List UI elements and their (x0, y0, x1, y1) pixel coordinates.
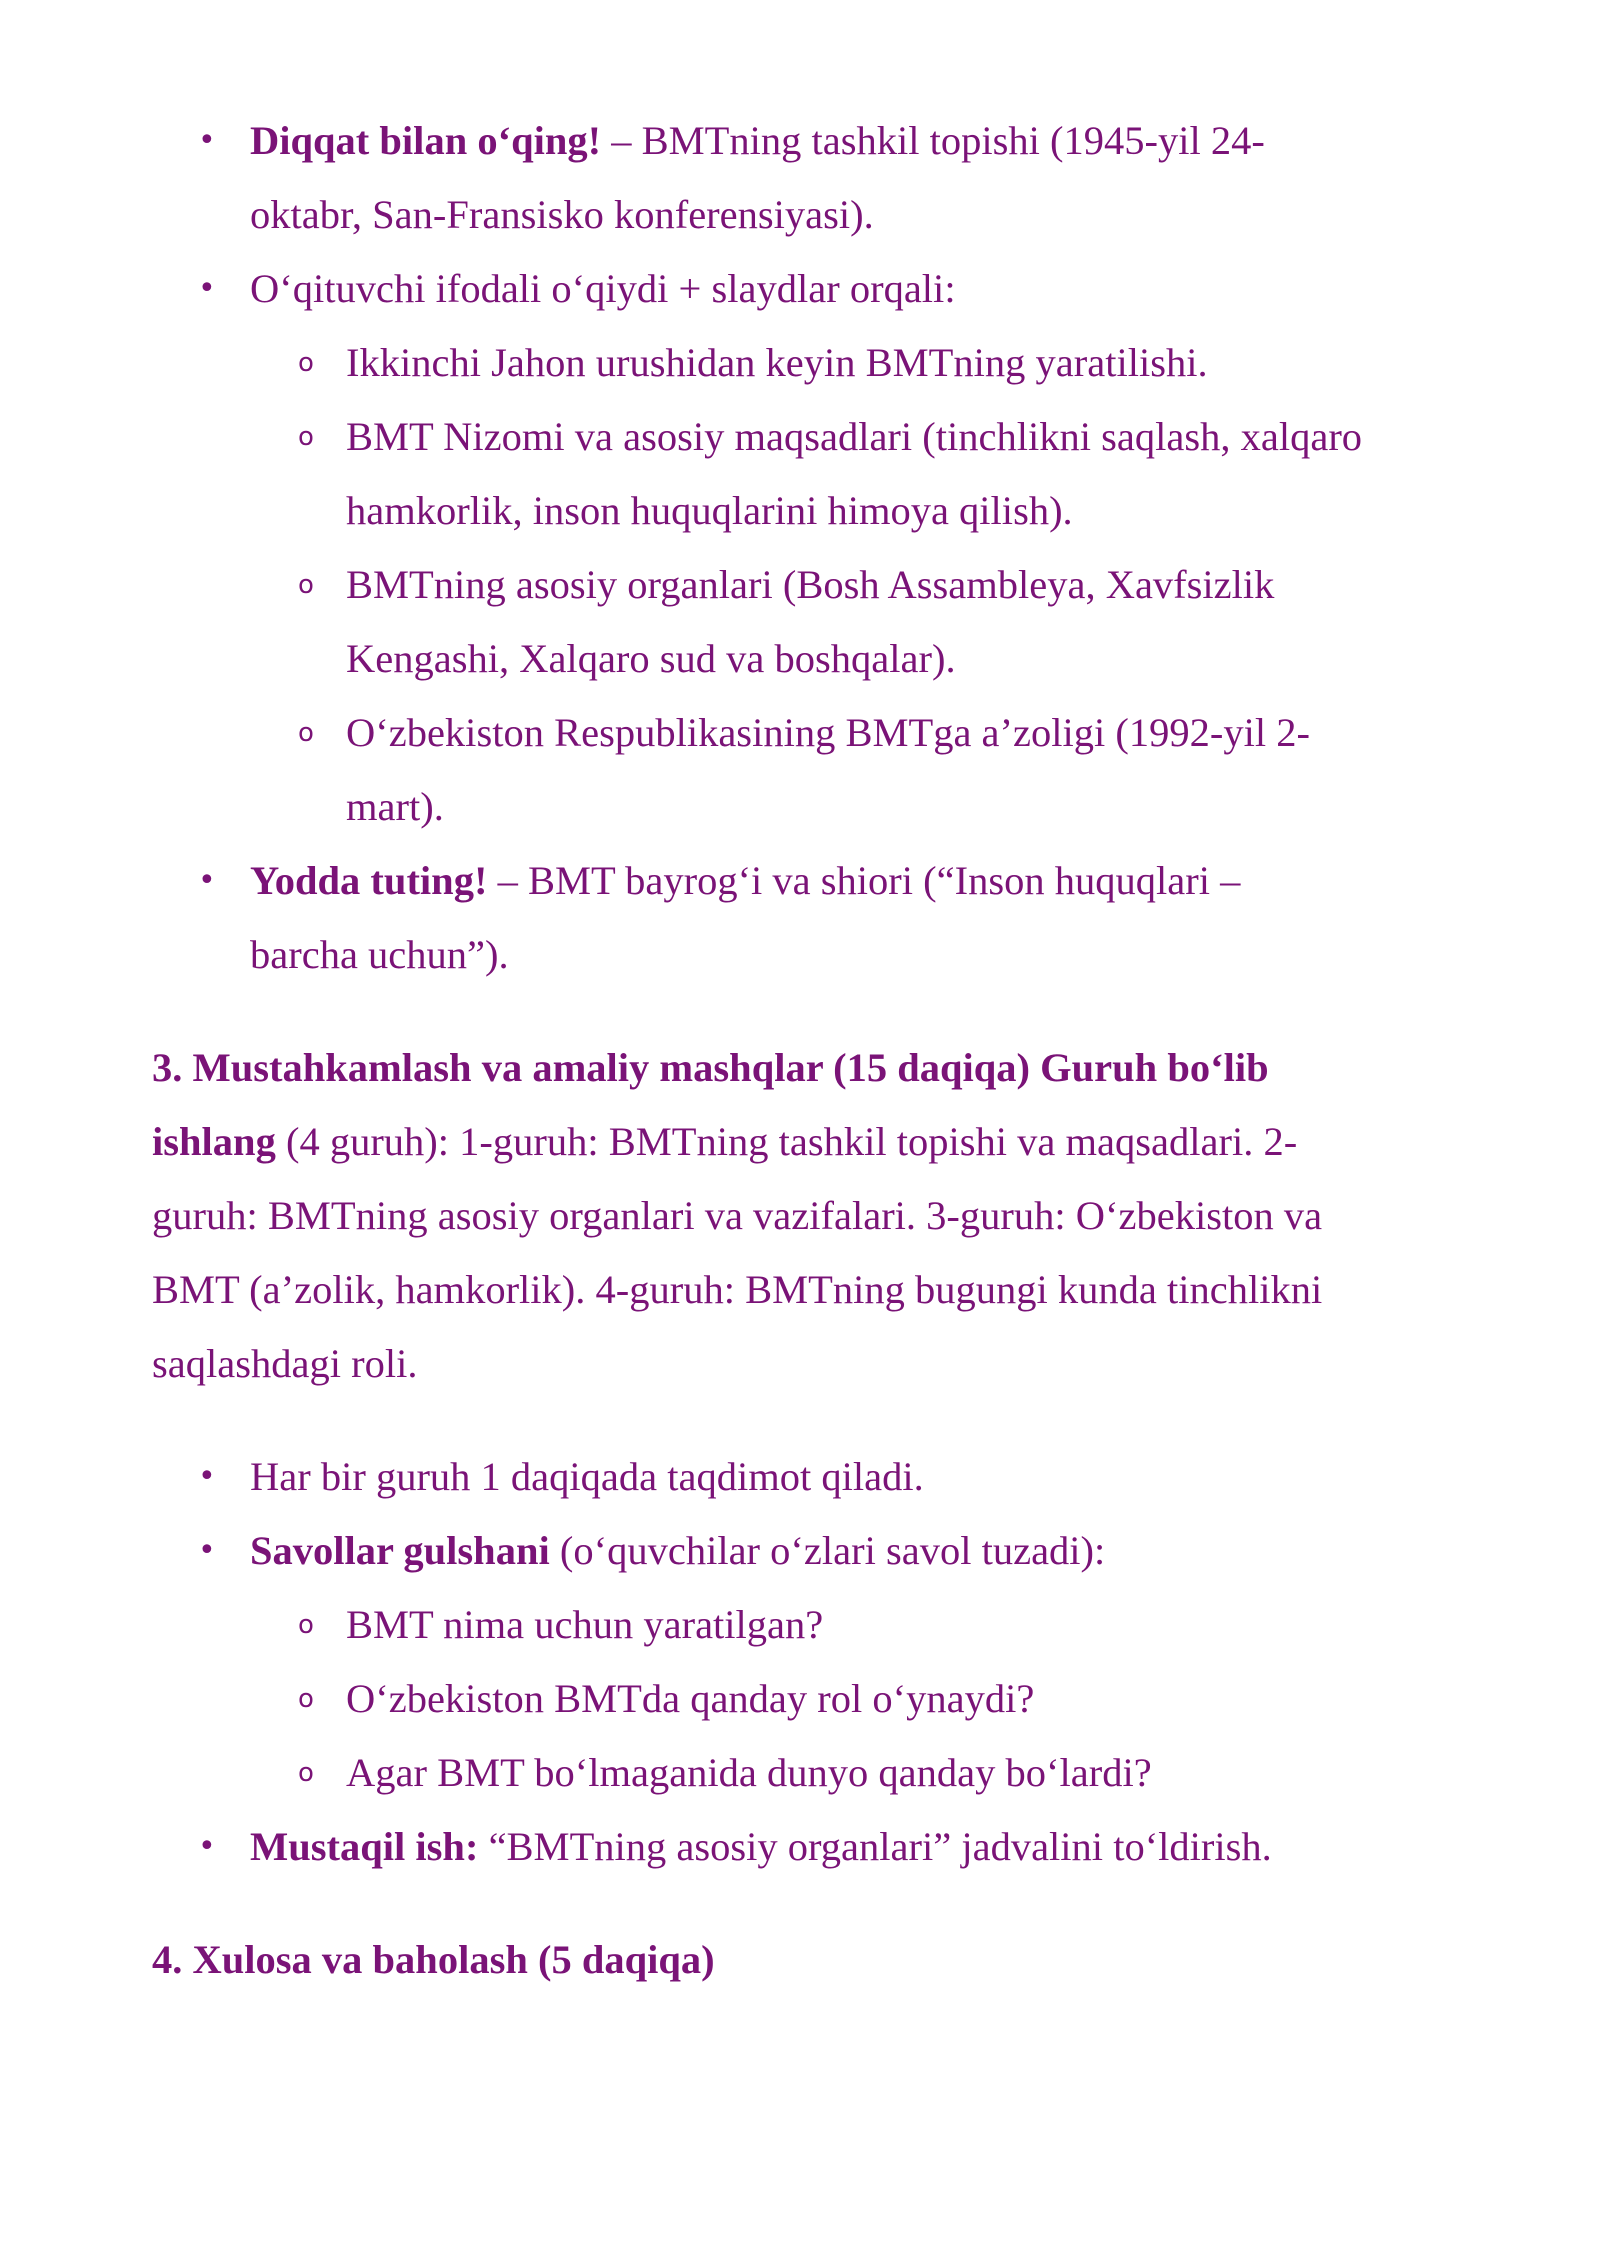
bold-lead: Yodda tuting! (250, 858, 488, 903)
bullet-item-line (250, 1810, 1272, 1884)
bullet-marker: • (198, 1459, 216, 1494)
bullet-item-line: Har bir guruh 1 daqiqada taqdimot qiladi. (250, 1454, 924, 1499)
bold-lead: ishlang (152, 1119, 276, 1164)
paragraph-line (152, 1105, 1297, 1179)
bullet-item-line: oktabr, San-Fransisko konferensiyasi). (250, 192, 874, 237)
sub-bullet-line: Kengashi, Xalqaro sud va boshqalar). (346, 636, 956, 681)
bullet-text: (o‘quvchilar o‘zlari savol tuzadi): (549, 1528, 1106, 1573)
bullet-text: “BMTning asosiy organlari” jadvalini to‘ldirish. (478, 1824, 1272, 1869)
paragraph-text: (4 guruh): 1-guruh: BMTning tashkil topishi va maqsadlari. 2- (275, 1119, 1298, 1164)
sub-bullet-line: O‘zbekiston Respublikasining BMTga a’zoligi (1992-yil 2- (346, 710, 1310, 755)
section-heading: 3. Mustahkamlash va amaliy mashqlar (15 daqiqa) Guruh bo‘lib (152, 1045, 1269, 1090)
sub-bullet-line: Agar BMT bo‘lmaganida dunyo qanday bo‘lardi? (346, 1750, 1152, 1795)
bullet-item-line (250, 104, 1265, 178)
paragraph-line: BMT (a’zolik, hamkorlik). 4-guruh: BMTning bugungi kunda tinchlikni (152, 1267, 1323, 1312)
bold-lead: Savollar gulshani (250, 1528, 550, 1573)
bold-lead: Diqqat bilan o‘qing! (250, 118, 602, 163)
sub-bullet-line: mart). (346, 784, 444, 829)
section-heading-line (152, 1923, 715, 1997)
bullet-text: – BMTning tashkil topishi (1945-yil 24- (601, 118, 1265, 163)
sub-bullet-line: Ikkinchi Jahon urushidan keyin BMTning yaratilishi. (346, 340, 1208, 385)
sub-bullet-marker: o (298, 1610, 314, 1640)
sub-bullet-line: BMT nima uchun yaratilgan? (346, 1602, 824, 1647)
bold-lead: Mustaqil ish: (250, 1824, 479, 1869)
bullet-item-line (250, 844, 1240, 918)
bullet-item-line (250, 1514, 1105, 1588)
bullet-marker: • (198, 123, 216, 158)
section-heading-line (152, 1031, 1269, 1105)
paragraph-line: guruh: BMTning asosiy organlari va vazifalari. 3-guruh: O‘zbekiston va (152, 1193, 1323, 1238)
paragraph-line: saqlashdagi roli. (152, 1341, 418, 1386)
bullet-text: – BMT bayrog‘i va shiori (“Inson huquqlari – (487, 858, 1241, 903)
bullet-marker: • (198, 1533, 216, 1568)
sub-bullet-marker: o (298, 422, 314, 452)
sub-bullet-line: O‘zbekiston BMTda qanday rol o‘ynaydi? (346, 1676, 1035, 1721)
section-heading: 4. Xulosa va baholash (5 daqiqa) (152, 1937, 715, 1982)
sub-bullet-line: hamkorlik, inson huquqlarini himoya qilish). (346, 488, 1073, 533)
bullet-marker: • (198, 1829, 216, 1864)
sub-bullet-line: BMTning asosiy organlari (Bosh Assambleya, Xavfsizlik (346, 562, 1275, 607)
sub-bullet-marker: o (298, 1684, 314, 1714)
sub-bullet-marker: o (298, 570, 314, 600)
bullet-item-line: O‘qituvchi ifodali o‘qiydi + slaydlar orqali: (250, 266, 956, 311)
bullet-marker: • (198, 271, 216, 306)
bullet-marker: • (198, 863, 216, 898)
sub-bullet-marker: o (298, 348, 314, 378)
sub-bullet-line: BMT Nizomi va asosiy maqsadlari (tinchlikni saqlash, xalqaro (346, 414, 1363, 459)
sub-bullet-marker: o (298, 1758, 314, 1788)
sub-bullet-marker: o (298, 718, 314, 748)
bullet-item-line: barcha uchun”). (250, 932, 509, 977)
